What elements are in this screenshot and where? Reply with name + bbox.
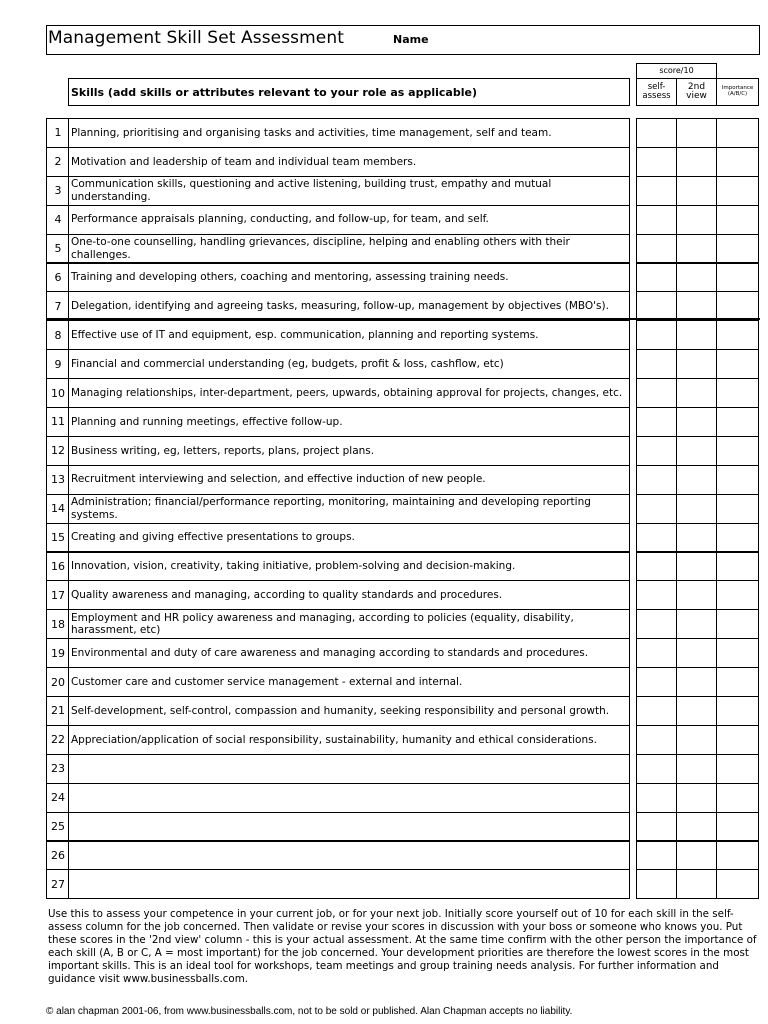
importance-cell[interactable] xyxy=(716,609,759,639)
copyright-notice: © alan chapman 2001-06, from www.businessballs.com, not to be sold or published. Alan Chapman accepts no liability. xyxy=(46,1006,573,1017)
second-view-header xyxy=(677,78,717,106)
skill-description: Managing relationships, inter-department, peers, upwards, obtaining approval for projects, changes, etc. xyxy=(68,378,630,408)
importance-cell[interactable] xyxy=(716,523,759,553)
skill-description: Administration; financial/performance reporting, monitoring, maintaining and developing reporting systems. xyxy=(68,494,630,524)
self-assess-cell[interactable] xyxy=(636,812,677,842)
importance-header xyxy=(717,78,759,106)
row-number: 12 xyxy=(46,436,69,466)
skill-description: One-to-one counselling, handling grievances, discipline, helping and enabling others with their challenges. xyxy=(68,234,630,264)
importance-cell[interactable] xyxy=(716,263,759,293)
importance-cell[interactable] xyxy=(716,812,759,842)
second-view-cell[interactable] xyxy=(676,263,717,293)
self-assess-cell[interactable] xyxy=(636,234,677,264)
row-number: 19 xyxy=(46,638,69,668)
self-assess-cell[interactable] xyxy=(636,436,677,466)
importance-cell[interactable] xyxy=(716,725,759,755)
page-title: Management Skill Set Assessment xyxy=(48,28,344,48)
second-view-cell[interactable] xyxy=(676,580,717,610)
second-view-cell[interactable] xyxy=(676,118,717,148)
self-assess-cell[interactable] xyxy=(636,725,677,755)
second-view-cell[interactable] xyxy=(676,147,717,177)
row-number: 5 xyxy=(46,234,69,264)
skill-description xyxy=(68,783,630,813)
second-view-cell[interactable] xyxy=(676,667,717,697)
row-number: 20 xyxy=(46,667,69,697)
second-view-cell[interactable] xyxy=(676,291,717,321)
importance-cell[interactable] xyxy=(716,118,759,148)
self-assess-cell[interactable] xyxy=(636,696,677,726)
row-number: 6 xyxy=(46,263,69,293)
row-number: 26 xyxy=(46,841,69,871)
row-number: 4 xyxy=(46,205,69,235)
importance-cell[interactable] xyxy=(716,378,759,408)
self-assess-cell[interactable] xyxy=(636,552,677,582)
row-number: 10 xyxy=(46,378,69,408)
self-assess-cell[interactable] xyxy=(636,147,677,177)
skill-description: Motivation and leadership of team and individual team members. xyxy=(68,147,630,177)
importance-cell[interactable] xyxy=(716,436,759,466)
second-view-cell[interactable] xyxy=(676,609,717,639)
second-view-cell[interactable] xyxy=(676,349,717,379)
second-view-cell[interactable] xyxy=(676,696,717,726)
self-assess-cell[interactable] xyxy=(636,465,677,495)
skill-description: Employment and HR policy awareness and managing, according to policies (equality, disability, harassment, etc) xyxy=(68,609,630,639)
importance-cell[interactable] xyxy=(716,552,759,582)
self-assess-cell[interactable] xyxy=(636,176,677,206)
skill-description xyxy=(68,869,630,899)
self-assess-cell[interactable] xyxy=(636,869,677,899)
self-assess-cell[interactable] xyxy=(636,638,677,668)
second-view-cell[interactable] xyxy=(676,523,717,553)
importance-cell[interactable] xyxy=(716,320,759,350)
importance-cell[interactable] xyxy=(716,754,759,784)
skills-column-header: Skills (add skills or attributes relevant to your role as applicable) xyxy=(68,78,630,106)
second-view-cell[interactable] xyxy=(676,754,717,784)
importance-cell[interactable] xyxy=(716,205,759,235)
self-assess-cell[interactable] xyxy=(636,205,677,235)
skill-description xyxy=(68,841,630,871)
second-view-cell[interactable] xyxy=(676,783,717,813)
row-number: 7 xyxy=(46,291,69,321)
second-view-cell[interactable] xyxy=(676,465,717,495)
skill-description: Creating and giving effective presentations to groups. xyxy=(68,523,630,553)
skill-description: Quality awareness and managing, according to quality standards and procedures. xyxy=(68,580,630,610)
self-assess-cell[interactable] xyxy=(636,667,677,697)
skill-description: Customer care and customer service management - external and internal. xyxy=(68,667,630,697)
skill-description: Delegation, identifying and agreeing tasks, measuring, follow-up, management by objectives (MBO's). xyxy=(68,291,630,321)
row-number: 11 xyxy=(46,407,69,437)
skill-description: Planning and running meetings, effective follow-up. xyxy=(68,407,630,437)
row-number: 23 xyxy=(46,754,69,784)
importance-cell[interactable] xyxy=(716,783,759,813)
second-view-cell[interactable] xyxy=(676,812,717,842)
skill-description xyxy=(68,754,630,784)
skill-description: Self-development, self-control, compassion and humanity, seeking responsibility and personal growth. xyxy=(68,696,630,726)
skill-description: Recruitment interviewing and selection, and effective induction of new people. xyxy=(68,465,630,495)
skill-description: Business writing, eg, letters, reports, plans, project plans. xyxy=(68,436,630,466)
self-assess-header-label: self- assess xyxy=(642,82,671,101)
self-assess-cell[interactable] xyxy=(636,523,677,553)
second-view-cell[interactable] xyxy=(676,436,717,466)
self-assess-cell[interactable] xyxy=(636,378,677,408)
section-divider xyxy=(46,318,760,320)
instructions-paragraph: Use this to assess your competence in your current job, or for your next job. Initially score yourself out of 10 for each skill in the self-assess column for the job concerned. Then validate or revise your scores in discussion with your boss or someone who knows you. Put these scores in the '2nd view' column - this is your actual assessment. At the same time confirm with the other person the importance of each skill (A, B or C, A = most important) for the job concerned. Your development priorities are therefore the lowest scores in the most important skills. This is an ideal tool for workshops, team meetings and group training needs analysis. For further information and guidance visit www.businessballs.com. xyxy=(48,908,757,986)
second-view-cell[interactable] xyxy=(676,638,717,668)
row-number: 9 xyxy=(46,349,69,379)
row-number: 16 xyxy=(46,552,69,582)
second-view-header-label: 2nd view xyxy=(686,81,707,101)
importance-cell[interactable] xyxy=(716,147,759,177)
row-number: 17 xyxy=(46,580,69,610)
row-number: 25 xyxy=(46,812,69,842)
importance-cell[interactable] xyxy=(716,176,759,206)
skill-description xyxy=(68,812,630,842)
skill-description: Environmental and duty of care awareness and managing according to standards and procedures. xyxy=(68,638,630,668)
self-assess-cell[interactable] xyxy=(636,407,677,437)
importance-cell[interactable] xyxy=(716,841,759,871)
row-number: 3 xyxy=(46,176,69,206)
second-view-cell[interactable] xyxy=(676,320,717,350)
importance-cell[interactable] xyxy=(716,869,759,899)
importance-cell[interactable] xyxy=(716,494,759,524)
name-label: Name xyxy=(393,33,429,46)
score-group-header: score/10 xyxy=(636,63,717,78)
second-view-cell[interactable] xyxy=(676,234,717,264)
skill-description: Planning, prioritising and organising tasks and activities, time management, self and team. xyxy=(68,118,630,148)
importance-header-label: Importance (A/B/C) xyxy=(721,85,754,97)
self-assess-cell[interactable] xyxy=(636,263,677,293)
skill-description: Appreciation/application of social responsibility, sustainability, humanity and ethical considerations. xyxy=(68,725,630,755)
skill-description: Training and developing others, coaching and mentoring, assessing training needs. xyxy=(68,263,630,293)
second-view-cell[interactable] xyxy=(676,725,717,755)
importance-cell[interactable] xyxy=(716,291,759,321)
row-number: 14 xyxy=(46,494,69,524)
importance-cell[interactable] xyxy=(716,638,759,668)
row-number: 15 xyxy=(46,523,69,553)
skill-description: Financial and commercial understanding (eg, budgets, profit & loss, cashflow, etc) xyxy=(68,349,630,379)
importance-cell[interactable] xyxy=(716,696,759,726)
row-number: 21 xyxy=(46,696,69,726)
skill-description: Effective use of IT and equipment, esp. communication, planning and reporting systems. xyxy=(68,320,630,350)
second-view-cell[interactable] xyxy=(676,869,717,899)
skill-description: Communication skills, questioning and active listening, building trust, empathy and mutual understanding. xyxy=(68,176,630,206)
skill-description: Innovation, vision, creativity, taking initiative, problem-solving and decision-making. xyxy=(68,552,630,582)
self-assess-header xyxy=(636,78,677,106)
row-number: 22 xyxy=(46,725,69,755)
second-view-cell[interactable] xyxy=(676,378,717,408)
self-assess-cell[interactable] xyxy=(636,841,677,871)
self-assess-cell[interactable] xyxy=(636,580,677,610)
row-number: 24 xyxy=(46,783,69,813)
second-view-cell[interactable] xyxy=(676,205,717,235)
second-view-cell[interactable] xyxy=(676,552,717,582)
row-number: 2 xyxy=(46,147,69,177)
self-assess-cell[interactable] xyxy=(636,754,677,784)
second-view-cell[interactable] xyxy=(676,407,717,437)
second-view-cell[interactable] xyxy=(676,841,717,871)
self-assess-cell[interactable] xyxy=(636,320,677,350)
importance-cell[interactable] xyxy=(716,234,759,264)
second-view-cell[interactable] xyxy=(676,176,717,206)
row-number: 8 xyxy=(46,320,69,350)
self-assess-cell[interactable] xyxy=(636,609,677,639)
importance-cell[interactable] xyxy=(716,465,759,495)
row-number: 27 xyxy=(46,869,69,899)
row-number: 1 xyxy=(46,118,69,148)
importance-cell[interactable] xyxy=(716,407,759,437)
self-assess-cell[interactable] xyxy=(636,494,677,524)
importance-cell[interactable] xyxy=(716,580,759,610)
skill-description: Performance appraisals planning, conducting, and follow-up, for team, and self. xyxy=(68,205,630,235)
row-number: 13 xyxy=(46,465,69,495)
self-assess-cell[interactable] xyxy=(636,783,677,813)
self-assess-cell[interactable] xyxy=(636,118,677,148)
importance-cell[interactable] xyxy=(716,667,759,697)
importance-cell[interactable] xyxy=(716,349,759,379)
row-number: 18 xyxy=(46,609,69,639)
self-assess-cell[interactable] xyxy=(636,291,677,321)
second-view-cell[interactable] xyxy=(676,494,717,524)
self-assess-cell[interactable] xyxy=(636,349,677,379)
